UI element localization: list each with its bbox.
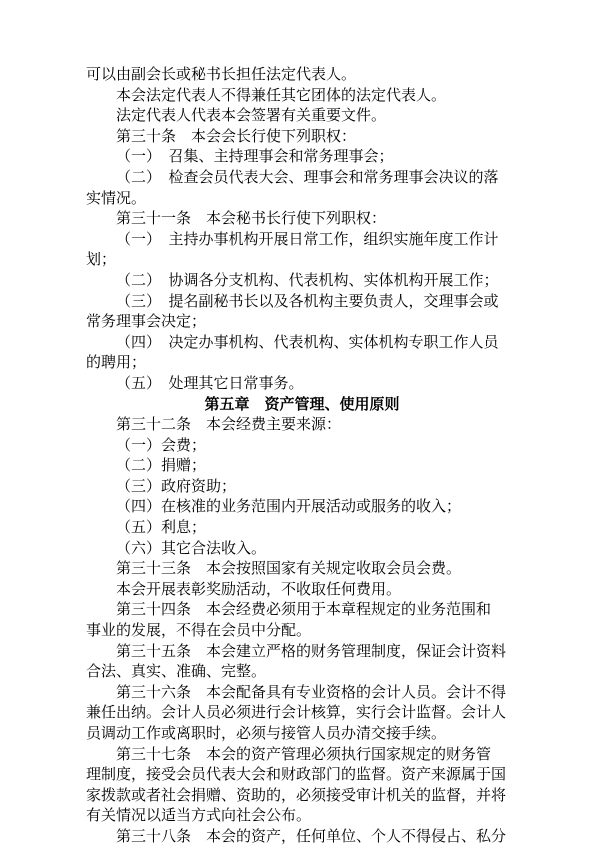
text-line: 理制度，接受会员代表大会和财政部门的监督。资产来源属于国 <box>86 765 507 784</box>
article-34: 第三十四条 本会经费必须用于本章程规定的业务范围和 <box>116 600 492 619</box>
article-35: 第三十五条 本会建立严格的财务管理制度，保证会计资料 <box>116 641 507 660</box>
list-item: （二）捐赠； <box>116 456 207 475</box>
text-line: 常务理事会决定； <box>86 312 207 331</box>
text-line: （二） 检查会员代表大会、理事会和常务理事会决议的落 <box>116 167 499 186</box>
text-line: 合法、真实、准确、完整。 <box>86 662 267 681</box>
text-line: 本会法定代表人不得兼任其它团体的法定代表人。 <box>116 85 447 104</box>
text-line: 法定代表人代表本会签署有关重要文件。 <box>116 106 387 125</box>
text-line: 划； <box>86 250 117 269</box>
list-item: （六）其它合法收入。 <box>116 538 267 557</box>
list-item: （五）利息； <box>116 518 207 537</box>
text-line: （四） 决定办事机构、代表机构、实体机构专职工作人员 <box>116 332 499 351</box>
document-page <box>86 64 518 847</box>
article-heading-31: 第三十一条 本会秘书长行使下列职权： <box>116 209 387 228</box>
text-line: 实情况。 <box>86 188 147 207</box>
text-line: 事业的发展，不得在会员中分配。 <box>86 621 312 640</box>
chapter-heading: 第五章 资产管理、使用原则 <box>204 394 400 413</box>
text-line: 的聘用； <box>86 353 147 372</box>
text-line: 本会开展表彰奖励活动，不收取任何费用。 <box>116 579 402 598</box>
list-item: （一）会费； <box>116 435 207 454</box>
text-line: 员调动工作或离职时，必须与接管人员办清交接手续。 <box>86 724 447 742</box>
text-line: 可以由副会长或秘书长担任法定代表人。 <box>86 65 357 83</box>
text-line: 家拨款或者社会捐赠、资助的，必须接受审计机关的监督，并将 <box>86 785 507 804</box>
article-36: 第三十六条 本会配备具有专业资格的会计人员。会计不得 <box>116 682 507 701</box>
article-37: 第三十七条 本会的资产管理必须执行国家规定的财务管 <box>116 744 492 763</box>
article-33: 第三十三条 本会按照国家有关规定收取会员会费。 <box>116 559 462 578</box>
list-item: （四）在核准的业务范围内开展活动或服务的收入； <box>116 497 462 516</box>
article-heading-30: 第三十条 本会会长行使下列职权： <box>116 126 357 145</box>
text-line: 兼任出纳。会计人员必须进行会计核算，实行会计监督。会计人 <box>86 703 507 722</box>
text-line: （三） 提名副秘书长以及各机构主要负责人，交理事会或 <box>116 291 499 310</box>
text-line: （二） 协调各分支机构、代表机构、实体机构开展工作； <box>116 270 499 289</box>
text-line: （一） 主持办事机构开展日常工作，组织实施年度工作计 <box>116 229 499 248</box>
text-line: （一） 召集、主持理事会和常务理事会； <box>116 147 394 166</box>
text-line: 有关情况以适当方式向社会公布。 <box>86 806 312 825</box>
article-heading-32: 第三十二条 本会经费主要来源： <box>116 415 342 434</box>
list-item: （三）政府资助； <box>116 476 237 495</box>
text-line: （五） 处理其它日常事务。 <box>116 373 304 392</box>
article-38: 第三十八条 本会的资产，任何单位、个人不得侵占、私分 <box>116 826 507 845</box>
